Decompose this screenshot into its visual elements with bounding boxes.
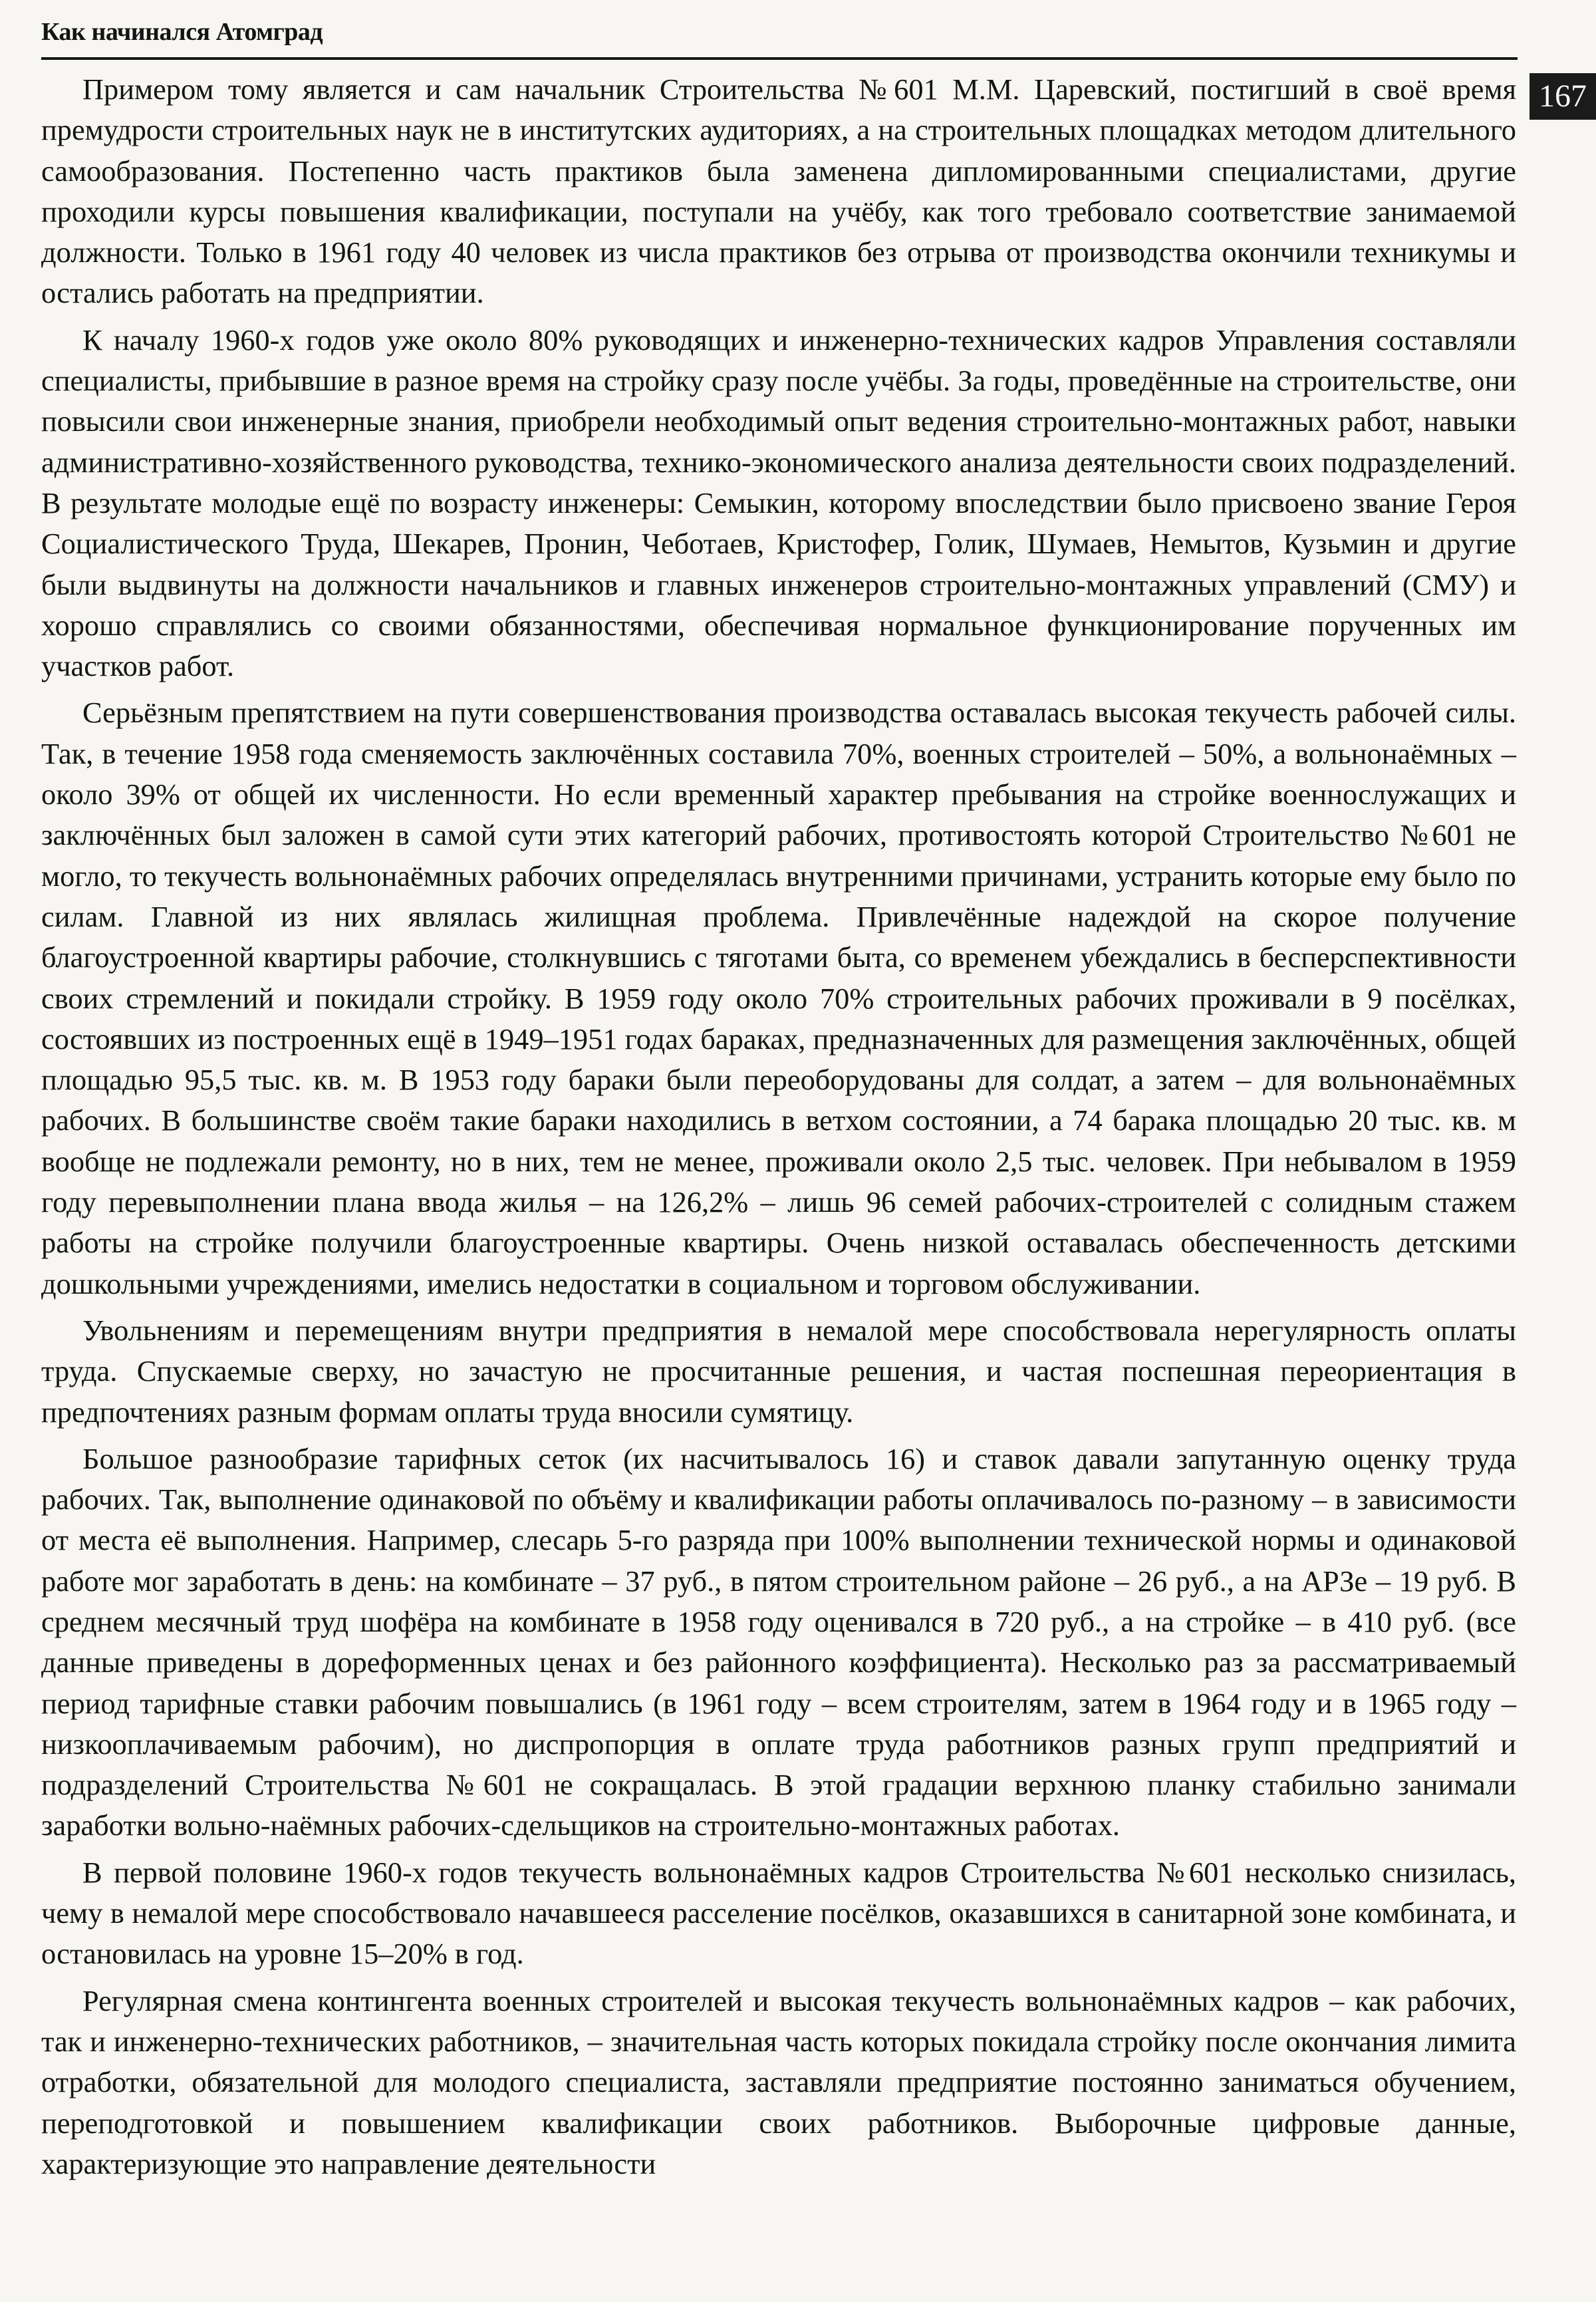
running-title: Как начинался Атомград: [41, 18, 323, 46]
body-text: [41, 69, 1516, 2190]
paragraph-3: Серьёзным препятствием на пути совершенствования производства оставалась высокая текучесть рабочей силы. Так, в течение 1958 года сменяемость заключённых составила 70%, военных строителей – 50%, а вольнонаёмных – около 39% от общей их численности. Но если временный характер пребывания на стройке военнослужащих и заключённых был заложен в самой сути этих категорий рабочих, противостоять которой Строительство №601 не могло, то текучесть вольнонаёмных рабочих определялась внутренними причинами, устранить которые ему было по силам. Главной из них являлась жилищная проблема. Привлечённые надеждой на скорое получение благоустроенной квартиры рабочие, столкнувшись с тяготами быта, со временем убеждались в бесперспективности своих стремлений и покидали стройку. В 1959 году около 70% строительных рабочих проживали в 9 посёлках, состоявших из построенных ещё в 1949–1951 годах бараках, предназначенных для размещения заключённых, общей площадью 95,5 тыс. кв. м. В 1953 году бараки были переоборудованы для солдат, а затем – для вольнонаёмных рабочих. В большинстве своём такие бараки находились в ветхом состоянии, а 74 барака площадью 20 тыс. кв. м вообще не подлежали ремонту, но в них, тем не менее, проживали около 2,5 тыс. человек. При небывалом в 1959 году перевыполнении плана ввода жилья – на 126,2% – лишь 96 семей рабочих-строителей с солидным стажем работы на стройке получили благоустроенные квартиры. Очень низкой оставалась обеспеченность детскими дошкольными учреждениями, имелись недостатки в социальном и торговом обслуживании.: [41, 696, 1516, 1300]
paragraph-4: Увольнениям и перемещениям внутри предприятия в немалой мере способствовала нерегулярность оплаты труда. Спускаемые сверху, но зачастую не просчитанные решения, и частая поспешная переориентация в предпочтениях разным формам оплаты труда вносили сумятицу.: [41, 1313, 1516, 1429]
paragraph-1: Примером тому является и сам начальник Строительства №601 М.М. Царевский, постигший в своё время премудрости строительных наук не в институтских аудиториях, а на строительных площадках методом длительного самообразования. Постепенно часть практиков была заменена дипломированными специалистами, другие проходили курсы повышения квалификации, поступали на учёбу, как того требовало соответствие занимаемой должности. Только в 1961 году 40 человек из числа практиков без отрыва от производства окончили техникумы и остались работать на предприятии.: [41, 72, 1516, 310]
paragraph-7: Регулярная смена контингента военных строителей и высокая текучесть вольнонаёмных кадров – как рабочих, так и инженерно-технических работников, – значительная часть которых покидала стройку после окончания лимита отработки, обязательной для молодого специалиста, заставляли предприятие постоянно заниматься обучением, переподготовкой и повышением квалификации своих работников. Выборочные цифровые данные, характеризующие это направление деятельности: [41, 1983, 1516, 2180]
paragraph-2: К началу 1960-х годов уже около 80% руководящих и инженерно-технических кадров Управления составляли специалисты, прибывшие в разное время на стройку сразу после учёбы. За годы, проведённые на строительстве, они повысили свои инженерные знания, приобрели необходимый опыт ведения строительно-монтажных работ, навыки административно-хозяйственного руководства, технико-экономического анализа деятельности своих подразделений. В результате молодые ещё по возрасту инженеры: Семыкин, которому впоследствии было присвоено звание Героя Социалистического Труда, Шекарев, Пронин, Чеботаев, Кристофер, Голик, Шумаев, Немытов, Кузьмин и другие были выдвинуты на должности начальников и главных инженеров строительно-монтажных управлений (СМУ) и хорошо справлялись со своими обязанностями, обеспечивая нормальное функционирование порученных им участков работ.: [41, 323, 1516, 683]
page-number: 167: [1530, 73, 1596, 120]
paragraph-6: В первой половине 1960-х годов текучесть вольнонаёмных кадров Строительства №601 несколько снизилась, чему в немалой мере способствовало начавшееся расселение посёлков, оказавшихся в санитарной зоне комбината, и остановилась на уровне 15–20% в год.: [41, 1855, 1516, 1971]
header-rule: [41, 57, 1518, 60]
paragraph-5: Большое разнообразие тарифных сеток (их насчитывалось 16) и ставок давали запутанную оценку труда рабочих. Так, выполнение одинаковой по объёму и квалификации работы оплачивалось по-разному – в зависимости от места её выполнения. Например, слесарь 5-го разряда при 100% выполнении технической нормы и одинаковой работе мог заработать в день: на комбинате – 37 руб., в пятом строительном районе – 26 руб., а на АРЗе – 19 руб. В среднем месячный труд шофёра на комбинате в 1958 году оценивался в 720 руб., а на стройке – в 410 руб. (все данные приведены в дореформенных ценах и без районного коэффициента). Несколько раз за рассматриваемый период тарифные ставки рабочим повышались (в 1961 году – всем строителям, затем в 1964 году и в 1965 году – низкооплачиваемым рабочим), но диспропорция в оплате труда работников разных групп предприятий и подразделений Строительства №601 не сокращалась. В этой градации верхнюю планку стабильно занимали заработки вольно-наёмных рабочих-сдельщиков на строительно-монтажных работах.: [41, 1441, 1516, 1842]
